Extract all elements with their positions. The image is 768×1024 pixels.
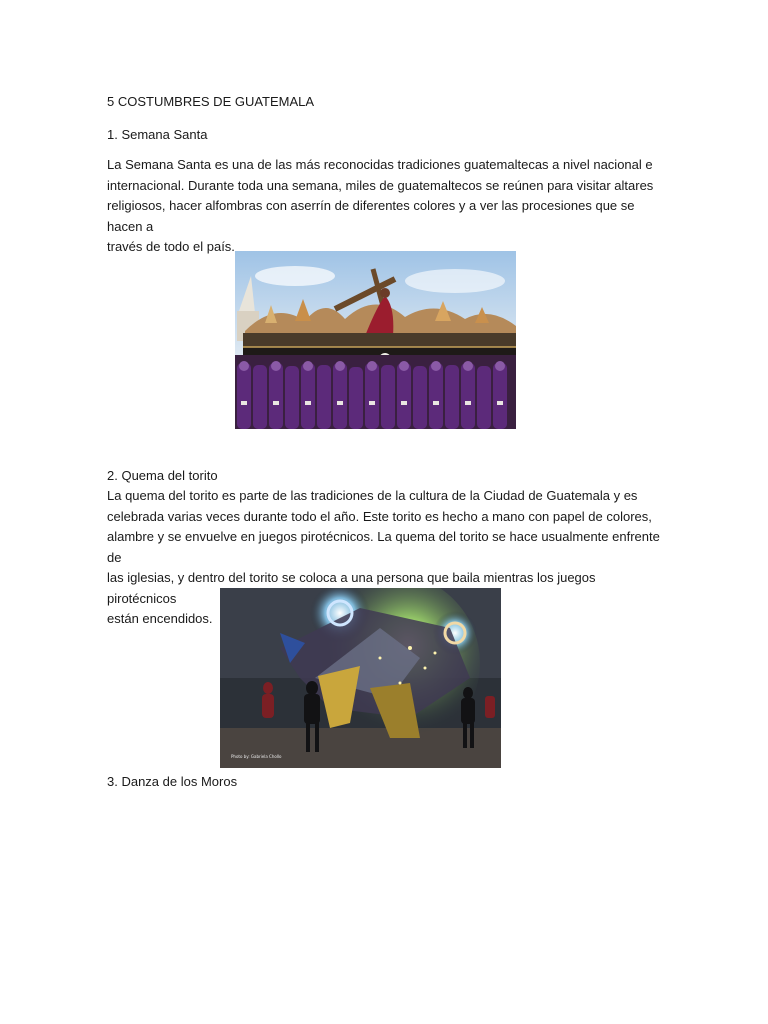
paragraph-semana-santa: [107, 155, 667, 258]
photo-semana-santa-procession: [235, 251, 516, 429]
paragraph-line: religiosos, hacer alfombras con aserrín de diferentes colores y a ver las procesiones que se hacen a: [107, 198, 635, 234]
paragraph-line: La Semana Santa es una de las más reconocidas tradiciones guatemaltecas a nivel nacional e: [107, 157, 653, 172]
section-heading-danza-de-los-moros: 3. Danza de los Moros: [107, 774, 238, 789]
paragraph-line: través de todo el país.: [107, 239, 235, 254]
photo-credit: Photo by: Gabriela Chollo: [231, 754, 282, 759]
section-heading-semana-santa: 1. Semana Santa: [107, 127, 208, 142]
paragraph-line: celebrada varias veces durante todo el año. Este torito es hecho a mano con papel de colores,: [107, 508, 652, 524]
paragraph-line: La quema del torito es parte de las tradiciones de la cultura de la Ciudad de Guatemala y es: [107, 488, 638, 503]
paragraph-line: están encendidos.: [107, 611, 213, 626]
paragraph-line: internacional. Durante toda una semana, miles de guatemaltecos se reúnen para visitar altares: [107, 177, 654, 193]
paragraph-line: alambre y se envuelve en juegos pirotécnicos. La quema del torito se hace usualmente enfrente de: [107, 529, 660, 565]
paragraph-line: las iglesias, y dentro del torito se coloca a una persona que baila mientras los juegos pirotécnicos: [107, 570, 596, 606]
section-heading-quema-del-torito: 2. Quema del torito: [107, 468, 218, 483]
photo-quema-del-torito: [220, 588, 501, 768]
document-title: 5 COSTUMBRES DE GUATEMALA: [107, 94, 315, 109]
